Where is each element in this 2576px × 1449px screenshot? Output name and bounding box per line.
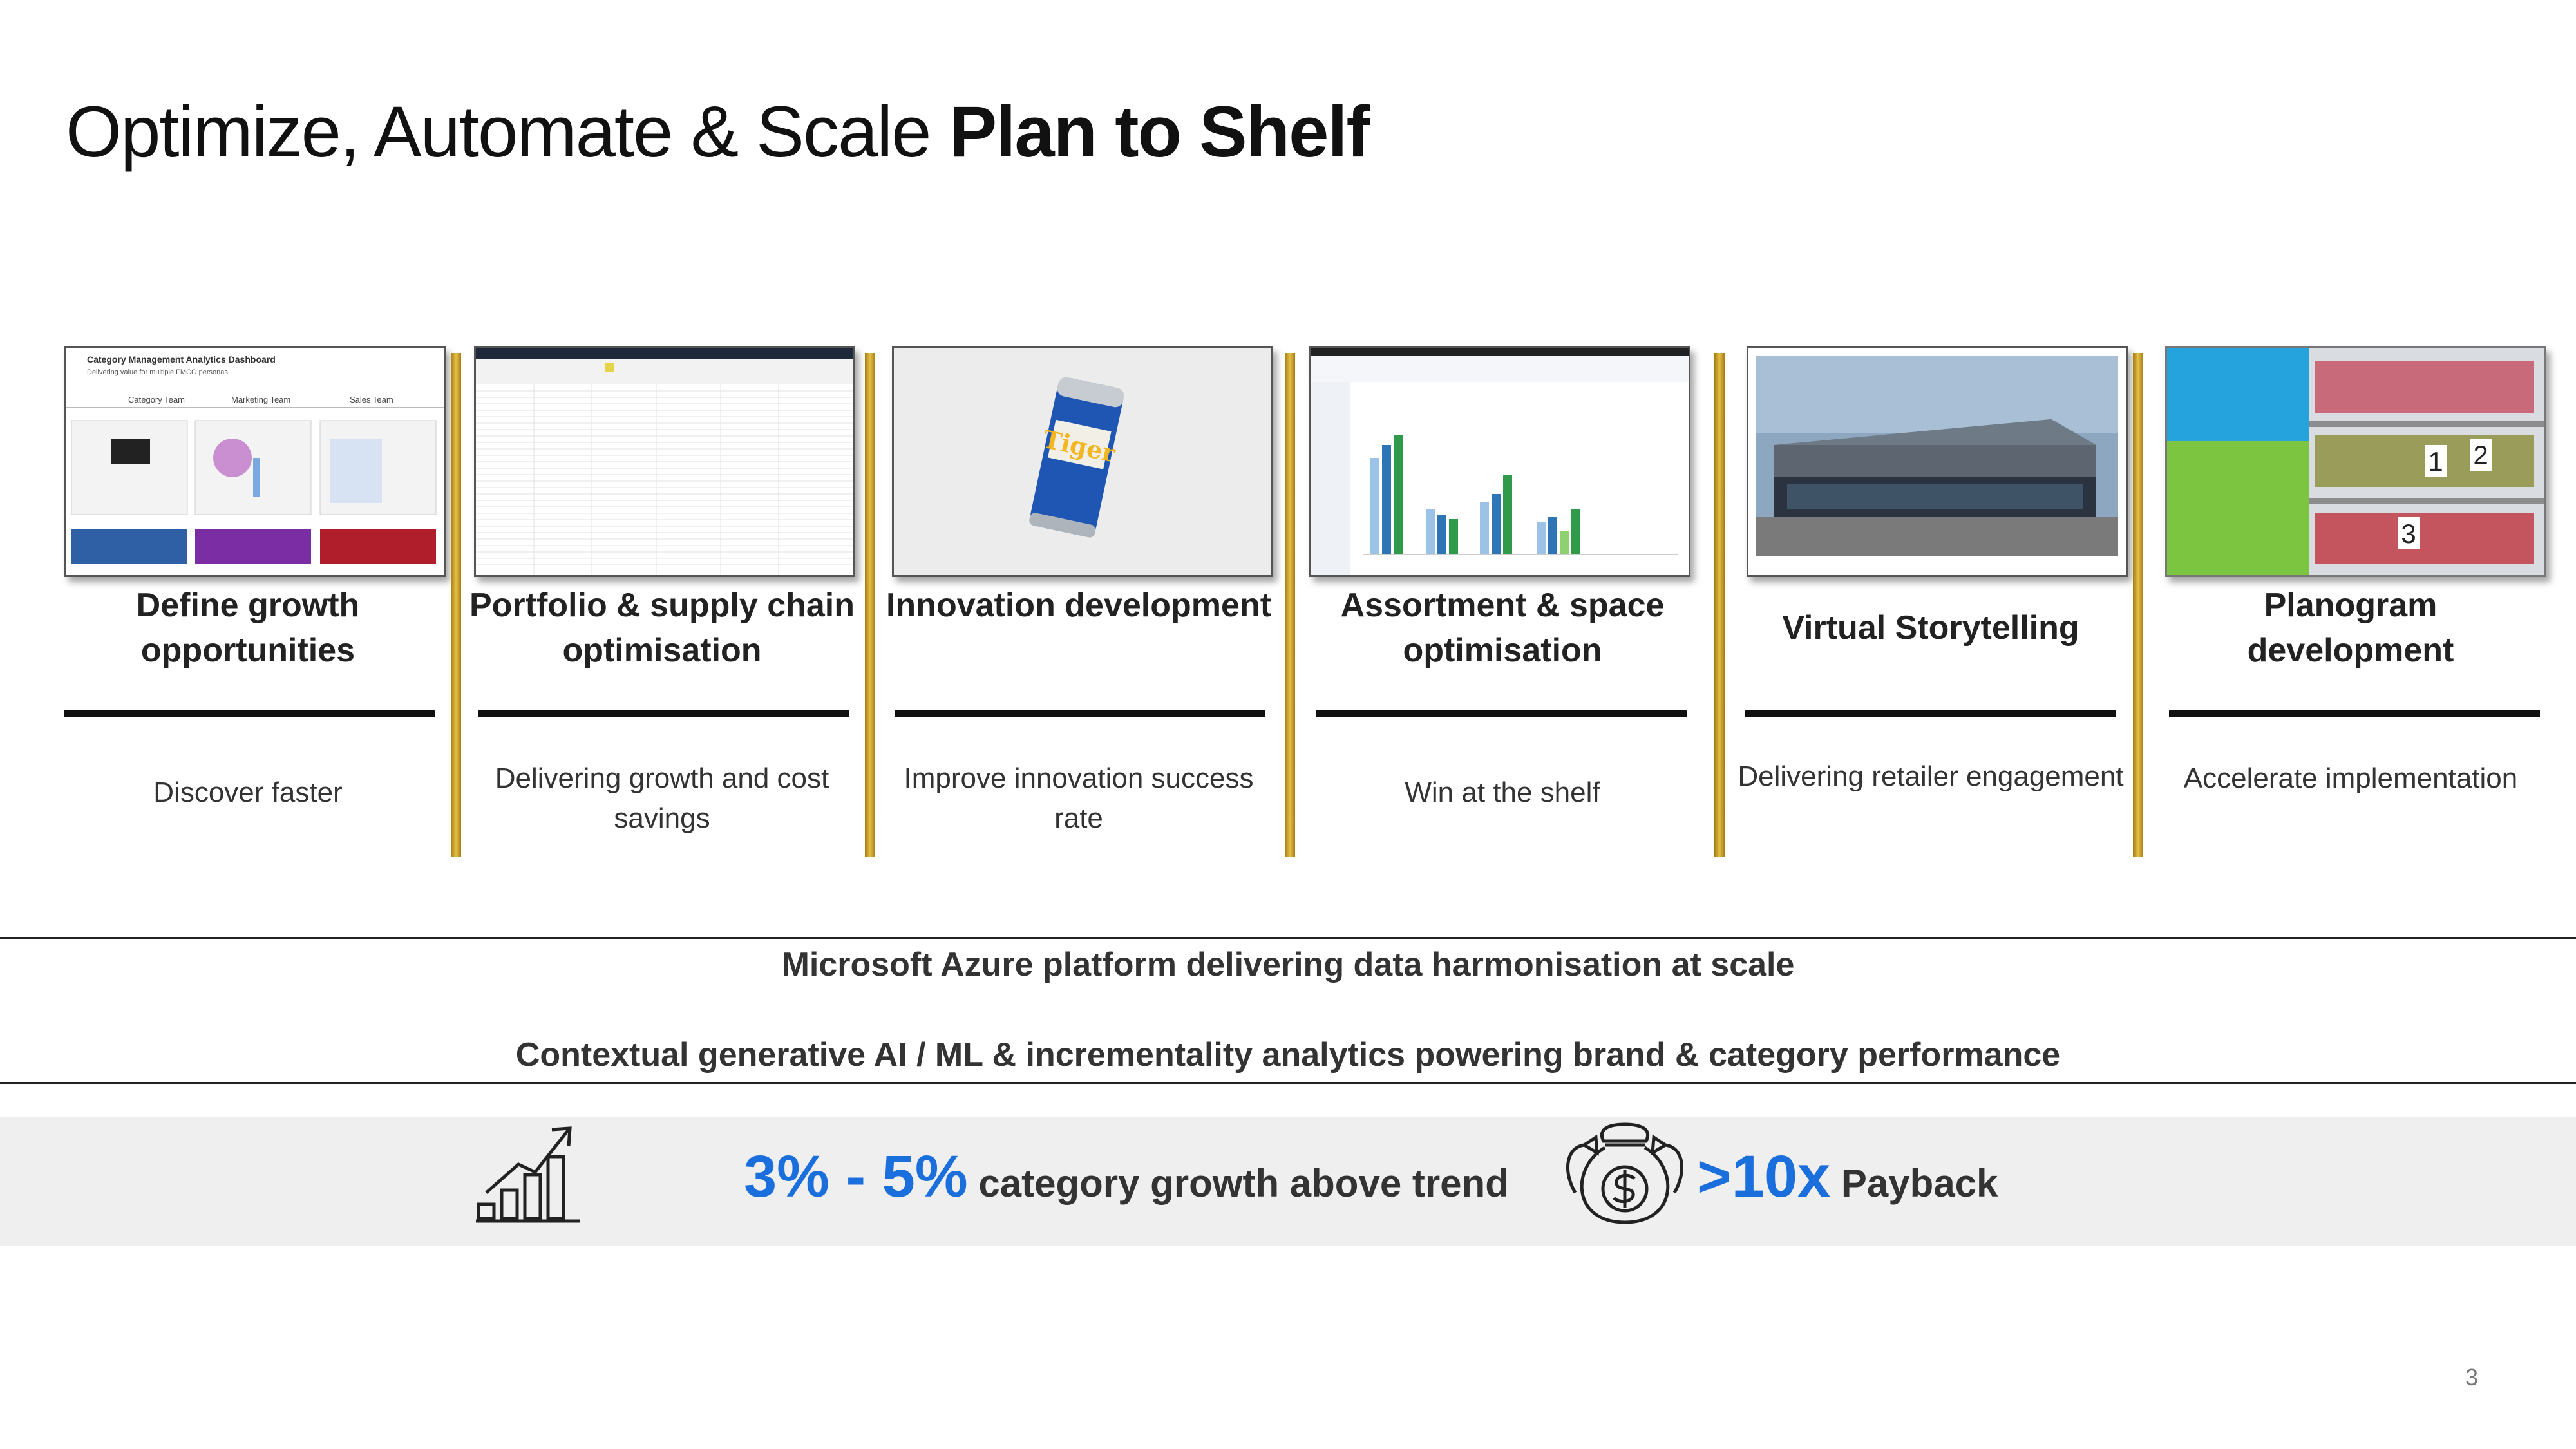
gold-divider-2 xyxy=(865,353,875,857)
column-title-5: Virtual Storytelling xyxy=(1782,609,2079,647)
store-image xyxy=(1748,348,2126,575)
dashboard-heading: Category Management Analytics Dashboard xyxy=(87,354,276,365)
gold-divider-5 xyxy=(2133,353,2143,857)
gold-divider-4 xyxy=(1714,353,1725,857)
beer-can-image xyxy=(894,348,1271,575)
shelf-number-3: 3 xyxy=(2401,518,2416,549)
column-rule-3 xyxy=(895,710,1265,717)
column-title-3: Innovation development xyxy=(886,587,1272,624)
can-label: Tiger xyxy=(1040,424,1118,468)
thumb-product-can xyxy=(892,346,1273,577)
column-rule-5 xyxy=(1745,710,2116,717)
platform-bottom-rule xyxy=(0,1082,2576,1084)
title-bold: Plan to Shelf xyxy=(949,91,1369,172)
column-rule-6 xyxy=(2169,710,2540,717)
kpi-payback xyxy=(1697,1143,1998,1211)
dashboard-subheading: Delivering value for multiple FMCG personas xyxy=(87,368,228,376)
platform-line-1: Microsoft Azure platform delivering data harmonisation at scale xyxy=(781,946,1795,983)
slide-title xyxy=(66,90,1369,173)
money-bag-icon xyxy=(1558,1122,1691,1225)
dashboard-team-1: Category Team xyxy=(128,395,185,404)
kpi-growth-value: 3% - 5% xyxy=(744,1144,968,1209)
dashboard-team-2: Marketing Team xyxy=(231,395,291,404)
column-title-1: Define growth opportunities xyxy=(136,587,360,669)
gold-divider-1 xyxy=(451,353,461,857)
column-desc-2: Delivering growth and cost savings xyxy=(495,762,829,834)
growth-chart-icon xyxy=(473,1121,583,1224)
gold-divider-3 xyxy=(1285,353,1295,857)
planogram-image xyxy=(2167,348,2544,575)
shelf-number-1: 1 xyxy=(2428,446,2443,477)
column-desc-4: Win at the shelf xyxy=(1405,777,1600,808)
thumb-storefront xyxy=(1747,346,2128,577)
column-desc-6: Accelerate implementation xyxy=(2183,762,2518,794)
thumb-spreadsheet xyxy=(474,346,855,577)
column-title-2: Portfolio & supply chain optimisation xyxy=(469,587,855,669)
page-number: 3 xyxy=(2465,1364,2478,1390)
column-desc-5: Delivering retailer engagement xyxy=(1738,761,2124,792)
kpi-growth xyxy=(744,1143,1509,1211)
assortment-chart-thumbnail xyxy=(1311,348,1689,575)
dashboard-thumbnail xyxy=(66,348,444,575)
thumb-dashboard xyxy=(64,346,446,577)
kpi-payback-label: Payback xyxy=(1841,1162,1998,1205)
spreadsheet-thumbnail xyxy=(476,348,853,575)
thumb-bar-chart xyxy=(1309,346,1690,577)
column-rule-4 xyxy=(1316,710,1687,717)
column-title-4: Assortment & space optimisation xyxy=(1340,587,1665,669)
thumb-planogram xyxy=(2165,346,2546,577)
column-title-6: Planogram development xyxy=(2247,587,2454,669)
kpi-payback-value: >10x xyxy=(1697,1144,1831,1209)
column-rule-2 xyxy=(478,710,849,717)
column-desc-3: Improve innovation success rate xyxy=(904,762,1254,834)
column-rule-1 xyxy=(64,710,435,717)
column-desc-1: Discover faster xyxy=(153,777,343,808)
dashboard-team-3: Sales Team xyxy=(350,395,393,404)
kpi-growth-label: category growth above trend xyxy=(978,1162,1509,1205)
platform-line-2: Contextual generative AI / ML & incrementality analytics powering brand & category performance xyxy=(515,1036,2061,1074)
shelf-number-2: 2 xyxy=(2473,440,2488,470)
platform-top-rule xyxy=(0,937,2576,939)
title-regular: Optimize, Automate & Scale xyxy=(66,91,949,172)
